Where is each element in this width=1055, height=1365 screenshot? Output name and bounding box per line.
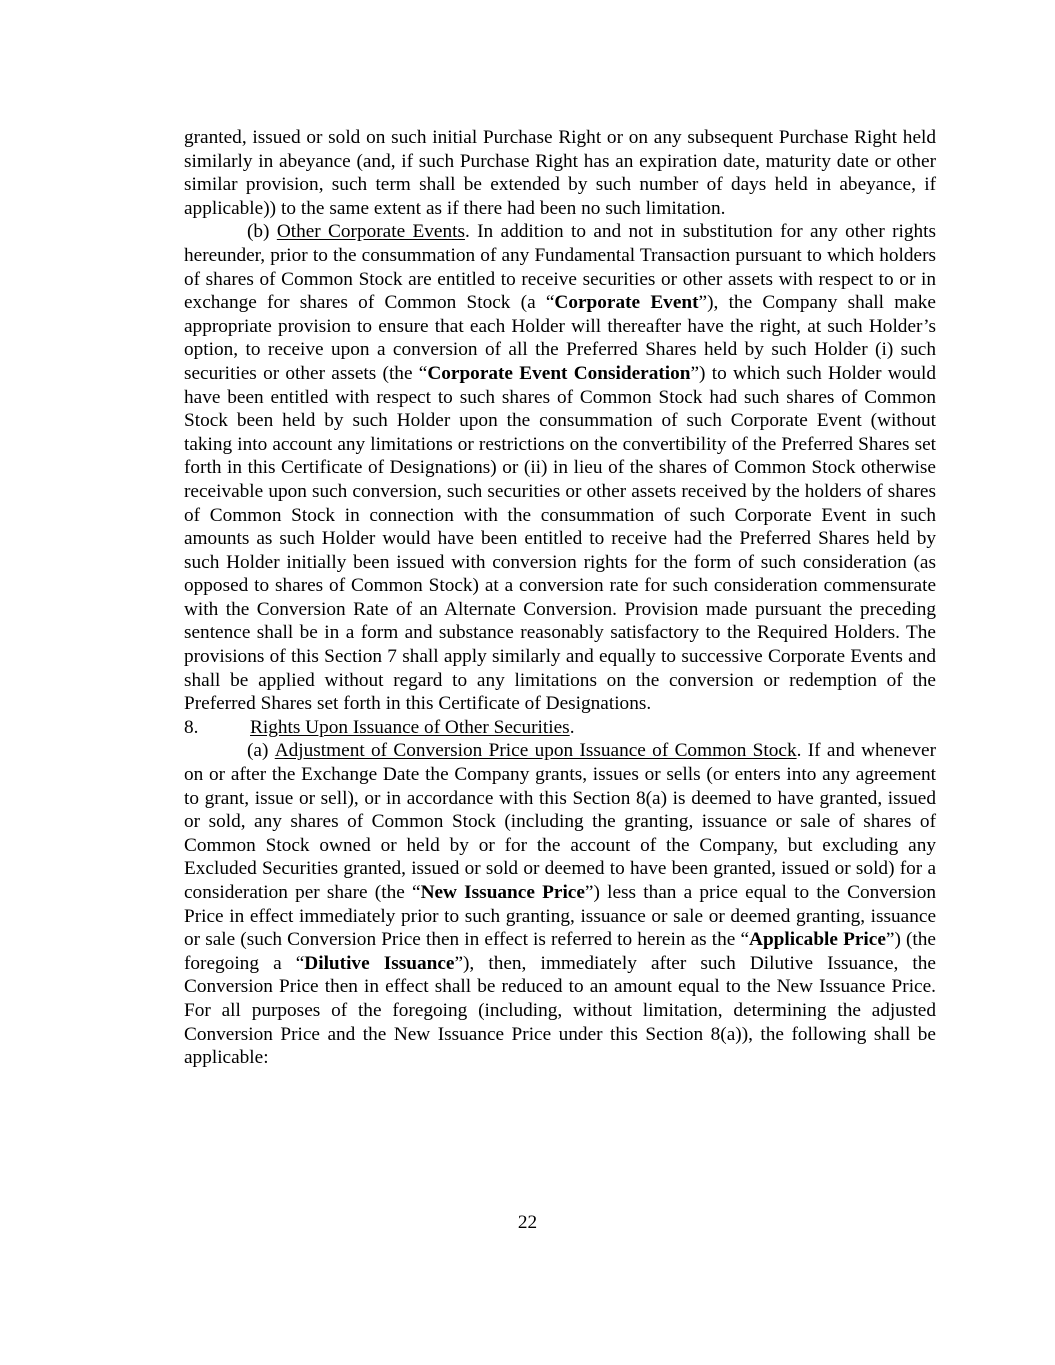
paragraph-b-label: (b) [247, 221, 270, 243]
paragraph-b-label-space [269, 221, 276, 242]
defined-term-dilutive-issuance: Dilutive Issuance [304, 952, 455, 974]
paragraph-b-text-1: . In addition to and not in substitution for any other rights hereunder, prior to the consummation of any Fundamental Transaction pursuant to which holders of shares of Common Stock are entitled to receive securities or other assets with respect to or in exchange for shares of Common Stock (a “ [184, 221, 936, 314]
paragraph-a-label: (a) [247, 740, 269, 762]
page-number: 22 [517, 1212, 538, 1233]
paragraph-a-text-2: ”) less than a price equal to the Conversion Price in effect immediately prior to such granting, issuance or sale or deemed granting, issuance or sale (such Conversion Price then in effect is referred to herein as the “ [184, 882, 937, 951]
paragraph-carryover-text: granted, issued or sold on such initial Purchase Right or on any subsequent Purchase Right held similarly in abeyance (and, if such Purchase Right has an expiration date, maturity date or other similar provision, such term shall be extended by such number of days held in abeyance, if applicable)) to the same extent as if there had been no such limitation. [184, 127, 936, 219]
paragraph-b-text-3: ”) to which such Holder would have been entitled with respect to such shares of Common Stock had such shares of Common Stock been held by such Holder upon the consummation of such Corporate Event (without taking into account any limitations or restrictions on the convertibility of the Preferred Shares set forth in this Certificate of Designations) or (ii) in lieu of the shares of Common Stock otherwise receivable upon such conversion, such securities or other assets received by the holders of shares of Common Stock in connection with the consummation of such Corporate Event in such amounts as such Holder would have been entitled to receive had the Preferred Shares held by such Holder initially been issued with conversion rights for the form of such consideration (as opposed to shares of Common Stock) at a conversion rate for such consideration commensurate with the Conversion Rate of an Alternate Conversion. Provision made pursuant the preceding sentence shall be in a form and substance reasonably satisfactory to the Required Holders. The provisions of this Section 7 shall apply similarly and equally to successive Corporate Events and shall be applied without regard to any limitations on the conversion or redemption of the Preferred Shares set forth in this Certificate of Designations. [184, 362, 936, 715]
section-8-title-period: . [569, 716, 575, 738]
paragraph-b-heading: Other Corporate Events [276, 221, 465, 243]
paragraph-a-text-3: ”) (the foregoing a “ [184, 929, 936, 974]
paragraph-carryover [184, 126, 936, 220]
defined-term-corporate-event-consideration: Corporate Event Consideration [427, 362, 691, 384]
paragraph-a [184, 739, 936, 1069]
defined-term-new-issuance-price: New Issuance Price [420, 882, 585, 903]
paragraph-b-text-2: ”), the Company shall make appropriate provision to ensure that each Holder will thereafter have the right, at such Holder’s option, to receive upon a conversion of all the Preferred Shares held by such Holder (i) such securities or other assets (the “ [184, 292, 936, 384]
section-8-heading [184, 716, 936, 740]
section-8-title: Rights Upon Issuance of Other Securities [250, 716, 570, 738]
defined-term-corporate-event: Corporate Event [554, 292, 699, 314]
paragraph-a-text-1: . If and whenever on or after the Exchange Date the Company grants, issues or sells (or enters into any agreement to grant, issue or sell), or in accordance with this Section 8(a) is deemed to have granted, issued or sold, any shares of Common Stock (including the granting, issuance or sale of shares of Common Stock owned or held by or for the account of the Company, but excluding any Excluded Securities granted, issued or sold or deemed to have been granted, issued or sold) for a consideration per share (the “ [184, 740, 937, 903]
paragraph-a-text-4: ”), then, immediately after such Dilutive Issuance, the Conversion Price then in effect shall be reduced to an amount equal to the New Issuance Price. For all purposes of the foregoing (including, without limitation, determining the adjusted Conversion Price and the New Issuance Price under this Section 8(a)), the following shall be applicable: [184, 952, 936, 1069]
section-8-number: 8. [184, 716, 199, 738]
page-body [184, 126, 936, 1070]
paragraph-a-heading: Adjustment of Conversion Price upon Issuance of Common Stock [274, 740, 797, 762]
paragraph-b [184, 220, 936, 715]
defined-term-applicable-price: Applicable Price [749, 929, 886, 951]
